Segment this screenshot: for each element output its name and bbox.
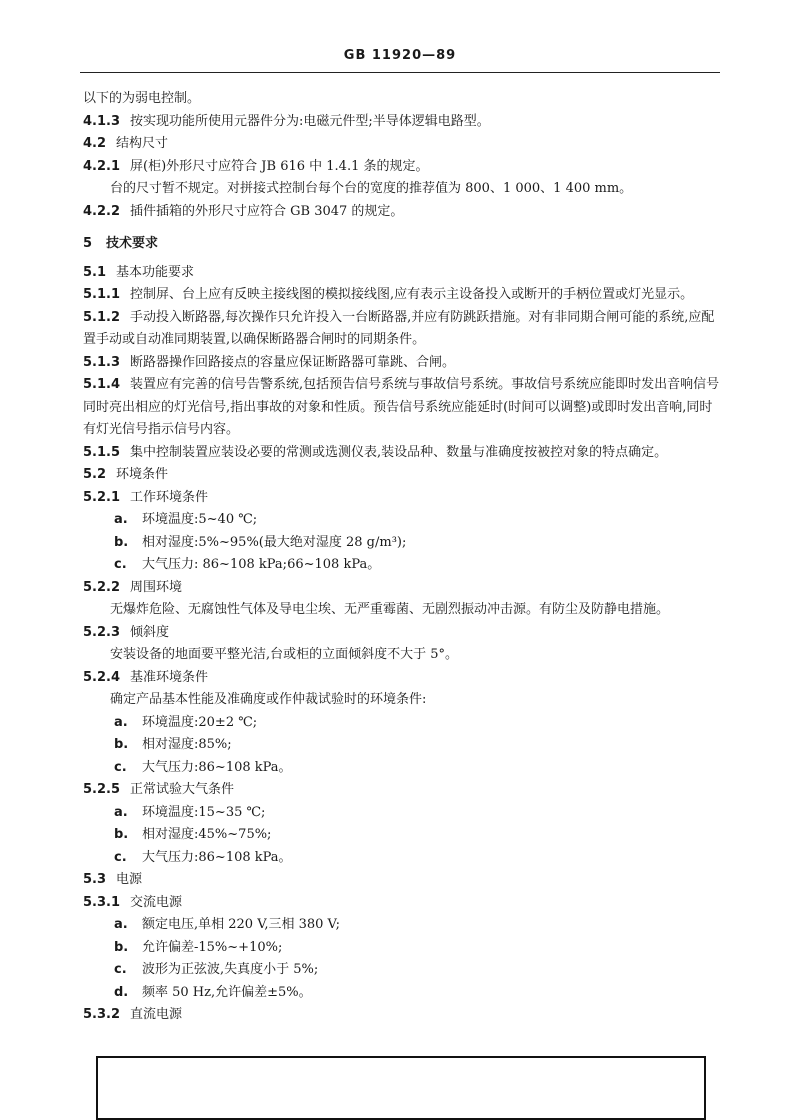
clause-text: 集中控制装置应装设必要的常测或选测仪表,装设品种、数量与准确度按被控对象的特点确定。: [130, 444, 668, 460]
clause-text: 手动投入断路器,每次操作只允许投入一台断路器,并应有防跳跃措施。对有非同期合闸可能的系统,应配置手动或自动准同期装置,以确保断路器合闸时的同期条件。: [83, 309, 715, 347]
paragraph: [83, 644, 723, 667]
section-heading: [83, 233, 723, 256]
clause: [83, 156, 723, 179]
list-item-text: 额定电压,单相 220 V,三相 380 V;: [142, 917, 340, 932]
clause-heading: [83, 892, 723, 915]
clause-number: 5.1.5: [83, 444, 121, 460]
list-item: [83, 802, 723, 825]
clause: [83, 442, 723, 465]
list-item: [83, 959, 723, 982]
list-item: [83, 509, 723, 532]
clause-title: 基本功能要求: [116, 264, 195, 280]
list-item-letter: c.: [114, 759, 127, 775]
list-item-text: 环境温度:20±2 ℃;: [142, 714, 258, 730]
clause-number: 5.1.4: [83, 377, 121, 392]
list-item-letter: c.: [114, 849, 127, 865]
list-item-letter: b.: [114, 827, 129, 842]
list-item-letter: b.: [114, 534, 129, 550]
clause-heading: [83, 487, 723, 510]
clause-text: 装置应有完善的信号告警系统,包括预告信号系统与事故信号系统。事故信号系统应能即时发出音响信号同时亮出相应的灯光信号,指出事故的对象和性质。预告信号系统应能延时(时间可以调整)或即时发出音响,同时有灯光信号指示信号内容。: [83, 377, 720, 437]
clause-heading: [83, 577, 723, 600]
clause-number: 5.1.3: [83, 354, 121, 370]
clause-text: 断路器操作回路接点的容量应保证断路器可靠跳、合闸。: [130, 354, 456, 370]
clause-title: 正常试验大气条件: [130, 782, 235, 797]
list-item-text: 相对湿度:85%;: [142, 737, 232, 752]
clause: [83, 374, 723, 442]
clause-title: 环境条件: [116, 467, 169, 482]
list-item-letter: b.: [114, 737, 129, 752]
list-item-letter: a.: [114, 512, 128, 527]
document-body: [83, 88, 723, 1027]
list-item-letter: a.: [114, 804, 128, 820]
list-item: [83, 734, 723, 757]
list-item: [83, 757, 723, 780]
standard-number-header: GB 11920—89: [343, 48, 457, 63]
list-item-text: 大气压力: 86~108 kPa;66~108 kPa。: [142, 557, 381, 572]
list-item-letter: d.: [114, 984, 129, 1000]
clause-number: 5.3.2: [83, 1007, 121, 1022]
paragraph-text: 确定产品基本性能及准确度或作仲裁试验时的环境条件:: [110, 692, 427, 707]
clause-heading: [83, 262, 723, 285]
clause-number: 5.2: [83, 467, 107, 482]
clause-title: 电源: [116, 872, 143, 887]
list-item: [83, 982, 723, 1005]
paragraph-text: 安装设备的地面要平整光洁,台或柜的立面倾斜度不大于 5°。: [110, 647, 459, 662]
clause-title: 交流电源: [130, 894, 183, 910]
list-item-text: 波形为正弦波,失真度小于 5%;: [142, 962, 319, 977]
list-item-text: 环境温度:5~40 ℃;: [142, 512, 258, 527]
clause: [83, 201, 723, 224]
paragraph: [83, 88, 723, 111]
clause-number: 5.2.1: [83, 489, 121, 505]
clause-number: 4.2: [83, 136, 107, 151]
list-item-text: 环境温度:15~35 ℃;: [142, 804, 266, 820]
clause-number: 5.2.2: [83, 579, 121, 595]
list-item: [83, 712, 723, 735]
list-item: [83, 554, 723, 577]
section-title: 技术要求: [106, 236, 159, 251]
list-item-text: 大气压力:86~108 kPa。: [142, 759, 292, 775]
list-item: [83, 824, 723, 847]
list-item: [83, 937, 723, 960]
clause-title: 周围环境: [130, 579, 183, 595]
clause-heading: [83, 869, 723, 892]
paragraph: [83, 178, 723, 201]
list-item-letter: c.: [114, 962, 127, 977]
paragraph-text: 以下的为弱电控制。: [83, 91, 201, 106]
section-number: 5: [83, 236, 93, 251]
clause-title: 基准环境条件: [130, 669, 209, 685]
list-item-letter: a.: [114, 917, 128, 932]
clause-title: 倾斜度: [130, 624, 170, 640]
clause: [83, 307, 723, 352]
clause-number: 5.1: [83, 264, 107, 280]
list-item-letter: c.: [114, 557, 127, 572]
clause: [83, 352, 723, 375]
list-item-text: 相对湿度:45%~75%;: [142, 827, 272, 842]
clause-number: 5.3.1: [83, 894, 121, 910]
clause-title: 工作环境条件: [130, 489, 209, 505]
clause-number: 4.2.1: [83, 158, 121, 174]
clause: [83, 284, 723, 307]
clause-heading: [83, 1004, 723, 1027]
list-item-text: 大气压力:86~108 kPa。: [142, 849, 292, 865]
clause-title: 直流电源: [130, 1007, 183, 1022]
list-item-text: 频率 50 Hz,允许偏差±5%。: [142, 984, 312, 1000]
paragraph: [83, 689, 723, 712]
list-item-text: 相对湿度:5%~95%(最大绝对湿度 28 g/m³);: [142, 534, 407, 550]
clause-number: 5.2.3: [83, 624, 121, 640]
paragraph: [83, 599, 723, 622]
clause-title: 结构尺寸: [116, 136, 169, 151]
clause-heading: [83, 622, 723, 645]
clause: [83, 111, 723, 134]
list-item-letter: b.: [114, 939, 129, 955]
clause-heading: [83, 133, 723, 156]
clause-text: 屏(柜)外形尺寸应符合 JB 616 中 1.4.1 条的规定。: [130, 158, 429, 174]
clause-text: 按实现功能所使用元器件分为:电磁元件型;半导体逻辑电路型。: [130, 113, 490, 129]
clause-number: 5.1.1: [83, 287, 121, 302]
clause-number: 5.2.5: [83, 782, 121, 797]
list-item-letter: a.: [114, 714, 128, 730]
clause-number: 5.3: [83, 872, 107, 887]
header-rule: [80, 72, 720, 73]
list-item: [83, 847, 723, 870]
paragraph-text: 台的尺寸暂不规定。对拼接式控制台每个台的宽度的推荐值为 800、1 000、1 400 mm。: [110, 181, 633, 196]
clause-heading: [83, 667, 723, 690]
footer-frame: [96, 1056, 706, 1120]
clause-number: 4.2.2: [83, 203, 121, 219]
clause-number: 5.1.2: [83, 309, 121, 325]
clause-number: 5.2.4: [83, 669, 121, 685]
list-item: [83, 914, 723, 937]
clause-text: 插件插箱的外形尺寸应符合 GB 3047 的规定。: [130, 203, 404, 219]
list-item: [83, 532, 723, 555]
clause-heading: [83, 464, 723, 487]
clause-text: 控制屏、台上应有反映主接线图的模拟接线图,应有表示主设备投入或断开的手柄位置或灯光显示。: [130, 287, 694, 302]
paragraph-text: 无爆炸危险、无腐蚀性气体及导电尘埃、无严重霉菌、无剧烈振动冲击源。有防尘及防静电措施。: [110, 602, 670, 617]
list-item-text: 允许偏差-15%~+10%;: [142, 939, 283, 955]
clause-heading: [83, 779, 723, 802]
clause-number: 4.1.3: [83, 113, 121, 129]
